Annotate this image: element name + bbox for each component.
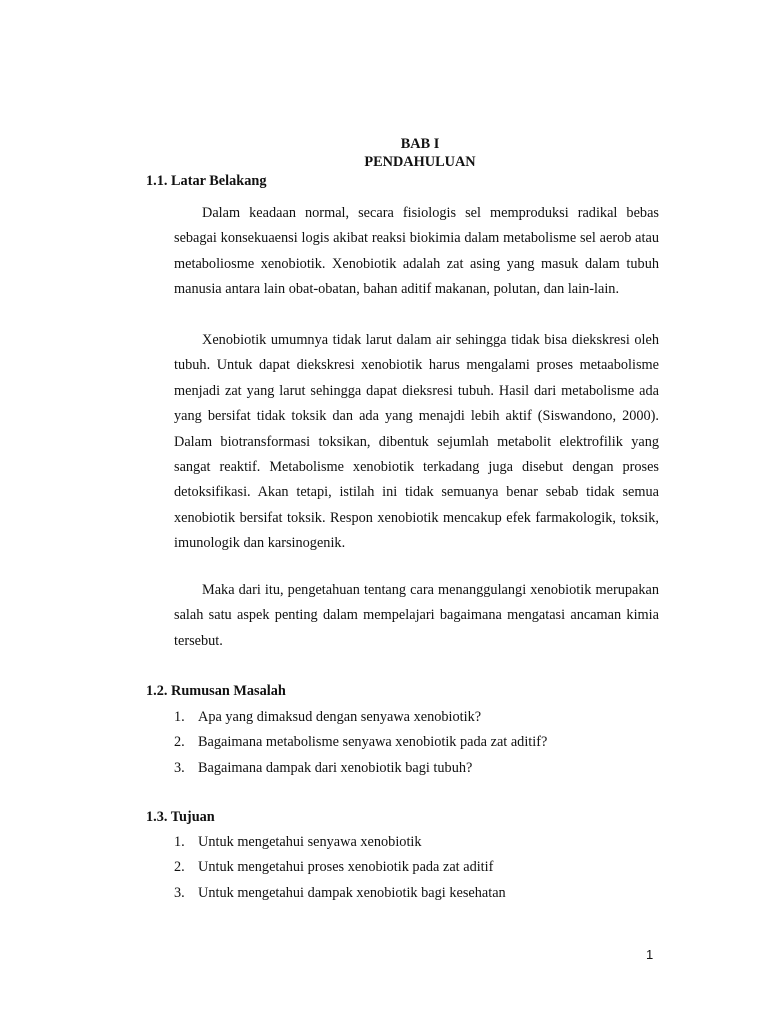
paragraph: Dalam keadaan normal, secara fisiologis sel memproduksi radikal bebas sebagai konsekuaensi logis akibat reaksi biokimia dalam metabolisme sel aerob atau metaboliosme xenobiotik. Xenobiotik adalah zat asing yang masuk dalam tubuh manusia antara lain obat-obatan, bahan aditif makanan, polutan, dan lain-lain.: [174, 205, 659, 298]
list-item-number: 1.: [174, 709, 185, 725]
list-item-number: 3.: [174, 759, 185, 776]
list-item-text: Untuk mengetahui proses xenobiotik pada zat aditif: [198, 859, 494, 876]
list-item: [174, 705, 547, 730]
page-number: 1: [646, 947, 654, 962]
rumusan-masalah-list: [174, 705, 547, 781]
list-item: [174, 881, 506, 906]
list-item-number: 1.: [174, 834, 185, 850]
paragraph: Maka dari itu, pengetahuan tentang cara menanggulangi xenobiotik merupakan salah satu aspek penting dalam mempelajari bagaimana mengatasi ancaman kimia tersebut.: [174, 582, 659, 649]
list-item: [174, 855, 506, 880]
tujuan-list: [174, 830, 506, 906]
section-heading-rumusan-masalah: 1.2. Rumusan Masalah: [146, 683, 286, 699]
list-item-text: Bagaimana dampak dari xenobiotik bagi tubuh?: [198, 759, 473, 776]
list-item-number: 2.: [174, 734, 185, 751]
paragraph: Xenobiotik umumnya tidak larut dalam air sehingga tidak bisa diekskresi oleh tubuh. Untuk dapat diekskresi xenobiotik harus mengalami proses metaabolisme menjadi zat yang larut sehingga dapat dieksresi tubuh. Hasil dari metabolisme ada yang bersifat tidak toksik dan ada yang menajdi lebih aktif (Siswandono, 2000). Dalam biotransformasi toksikan, dibentuk sejumlah metabolit elektrofilik yang sangat reaktif. Metabolisme xenobiotik terkadang juga disebut dengan proses detoksifikasi. Akan tetapi, istilah ini tidak semuanya benar sebab tidak semua xenobiotik bersifat toksik. Respon xenobiotik mencakup efek farmakologik, toksik, imunologik dan karsinogenik.: [174, 332, 659, 552]
list-item-text: Apa yang dimaksud dengan senyawa xenobiotik?: [198, 709, 482, 725]
section-heading-tujuan: 1.3. Tujuan: [146, 809, 215, 825]
list-item-number: 2.: [174, 859, 185, 876]
list-item: [174, 830, 506, 855]
list-item: [174, 756, 547, 781]
list-item: [174, 730, 547, 755]
list-item-text: Untuk mengetahui senyawa xenobiotik: [198, 834, 422, 850]
list-item-text: Untuk mengetahui dampak xenobiotik bagi kesehatan: [198, 884, 506, 901]
chapter-title: PENDAHULUAN: [364, 154, 476, 170]
section-heading-latar-belakang: 1.1. Latar Belakang: [146, 173, 267, 189]
chapter-number: BAB I: [400, 136, 440, 152]
list-item-number: 3.: [174, 884, 185, 901]
list-item-text: Bagaimana metabolisme senyawa xenobiotik pada zat aditif?: [198, 734, 548, 751]
